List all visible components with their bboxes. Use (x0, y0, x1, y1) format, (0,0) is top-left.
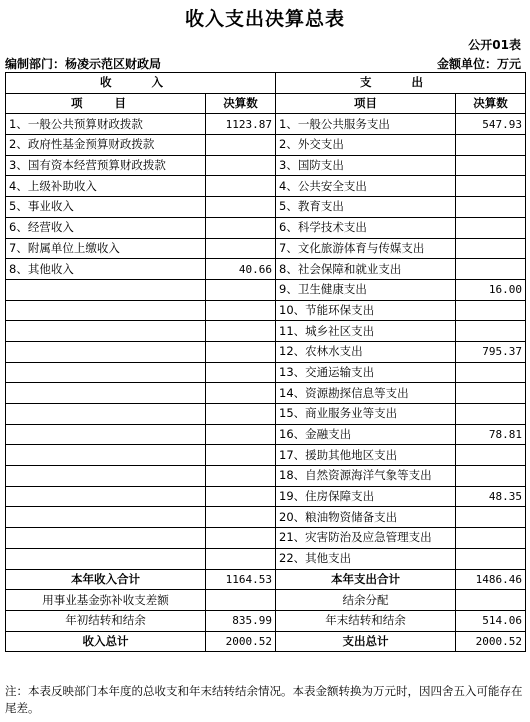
income-item-cell (6, 548, 206, 569)
expense-item-cell: 1、一般公共服务支出 (276, 114, 456, 135)
income-expense-table (5, 72, 526, 652)
income-item-cell (6, 279, 206, 300)
expense-amount-cell: 78.81 (456, 424, 526, 445)
expense-amount-cell (456, 445, 526, 466)
income-item-cell (6, 404, 206, 425)
table-row (6, 197, 526, 218)
expense-item-cell: 4、公共安全支出 (276, 176, 456, 197)
expense-amount-cell: 795.37 (456, 341, 526, 362)
summary-expense-label: 支出总计 (276, 631, 456, 652)
section-header-row (6, 73, 526, 94)
income-item-cell (6, 528, 206, 549)
income-amount-cell (206, 197, 276, 218)
table-row (6, 321, 526, 342)
table-row (6, 259, 526, 280)
income-item-cell (6, 300, 206, 321)
summary-row (6, 590, 526, 611)
income-amount-cell (206, 486, 276, 507)
summary-row (6, 569, 526, 590)
income-amount-cell (206, 176, 276, 197)
income-amount-cell (206, 300, 276, 321)
income-amount-cell (206, 445, 276, 466)
expense-item-cell: 19、住房保障支出 (276, 486, 456, 507)
income-item-cell: 7、附属单位上缴收入 (6, 238, 206, 259)
table-row (6, 341, 526, 362)
expense-item-cell: 3、国防支出 (276, 155, 456, 176)
expense-item-cell: 16、金融支出 (276, 424, 456, 445)
income-amount-cell: 1123.87 (206, 114, 276, 135)
expense-amount-cell (456, 362, 526, 383)
income-amount-cell (206, 135, 276, 156)
table-row (6, 404, 526, 425)
expense-amount-cell (456, 155, 526, 176)
department-label: 编制部门：杨凌示范区财政局 (5, 57, 162, 71)
income-amount-cell (206, 548, 276, 569)
income-amount-cell (206, 217, 276, 238)
table-row (6, 238, 526, 259)
income-item-cell: 8、其他收入 (6, 259, 206, 280)
expense-item-cell: 8、社会保障和就业支出 (276, 259, 456, 280)
footnote: 注：本表反映部门本年度的总收支和年末结转结余情况。本表金额转换为万元时，因四舍五入可能存在尾差。 (5, 684, 523, 715)
expense-amount-cell (456, 404, 526, 425)
income-item-cell: 3、国有资本经营预算财政拨款 (6, 155, 206, 176)
table-row (6, 135, 526, 156)
income-item-cell (6, 507, 206, 528)
income-item-cell: 5、事业收入 (6, 197, 206, 218)
expense-item-cell: 17、援助其他地区支出 (276, 445, 456, 466)
form-code: 公开01表 (468, 38, 521, 52)
income-item-cell (6, 341, 206, 362)
income-amount-cell (206, 528, 276, 549)
summary-expense-amount: 1486.46 (456, 569, 526, 590)
table-row (6, 155, 526, 176)
expense-item-cell: 10、节能环保支出 (276, 300, 456, 321)
report-title: 收入支出决算总表 (184, 8, 345, 30)
table-row (6, 279, 526, 300)
table-row (6, 466, 526, 487)
expense-item-cell: 20、粮油物资储备支出 (276, 507, 456, 528)
expense-header: 支 出 (276, 73, 526, 94)
income-amount-cell: 40.66 (206, 259, 276, 280)
income-item-cell (6, 383, 206, 404)
expense-amount-cell (456, 507, 526, 528)
expense-amount-cell: 48.35 (456, 486, 526, 507)
expense-amount-cell: 16.00 (456, 279, 526, 300)
income-amount-cell (206, 466, 276, 487)
income-amount-cell (206, 362, 276, 383)
table-row (6, 424, 526, 445)
income-item-cell (6, 445, 206, 466)
expense-item-cell: 21、灾害防治及应急管理支出 (276, 528, 456, 549)
expense-item-cell: 13、交通运输支出 (276, 362, 456, 383)
expense-item-cell: 11、城乡社区支出 (276, 321, 456, 342)
income-amount-header: 决算数 (206, 93, 276, 114)
summary-expense-label: 年末结转和结余 (276, 610, 456, 631)
expense-amount-cell (456, 238, 526, 259)
table-row (6, 486, 526, 507)
summary-income-amount: 835.99 (206, 610, 276, 631)
income-header: 收 入 (6, 73, 276, 94)
table-row (6, 362, 526, 383)
expense-amount-cell (456, 217, 526, 238)
income-amount-cell (206, 341, 276, 362)
expense-item-cell: 9、卫生健康支出 (276, 279, 456, 300)
expense-item-cell: 14、资源勘探信息等支出 (276, 383, 456, 404)
table-row (6, 176, 526, 197)
table-row (6, 217, 526, 238)
summary-expense-label: 本年支出合计 (276, 569, 456, 590)
table-row (6, 507, 526, 528)
summary-income-label: 本年收入合计 (6, 569, 206, 590)
expense-amount-cell (456, 466, 526, 487)
expense-item-cell: 7、文化旅游体育与传媒支出 (276, 238, 456, 259)
income-item-cell (6, 486, 206, 507)
expense-amount-cell (456, 176, 526, 197)
column-header-row (6, 93, 526, 114)
expense-amount-cell (456, 321, 526, 342)
summary-income-label: 用事业基金弥补收支差额 (6, 590, 206, 611)
income-item-cell (6, 466, 206, 487)
expense-amount-cell (456, 383, 526, 404)
income-amount-cell (206, 238, 276, 259)
income-amount-cell (206, 279, 276, 300)
summary-row (6, 610, 526, 631)
expense-amount-cell (456, 548, 526, 569)
summary-expense-amount (456, 590, 526, 611)
table-row (6, 528, 526, 549)
summary-row (6, 631, 526, 652)
income-item-cell: 6、经营收入 (6, 217, 206, 238)
expense-item-header: 项目 (276, 93, 456, 114)
income-item-cell: 1、一般公共预算财政拨款 (6, 114, 206, 135)
expense-amount-cell: 547.93 (456, 114, 526, 135)
expense-amount-cell (456, 300, 526, 321)
summary-income-amount: 1164.53 (206, 569, 276, 590)
expense-amount-cell (456, 135, 526, 156)
summary-income-amount: 2000.52 (206, 631, 276, 652)
expense-item-cell: 18、自然资源海洋气象等支出 (276, 466, 456, 487)
expense-item-cell: 5、教育支出 (276, 197, 456, 218)
expense-item-cell: 22、其他支出 (276, 548, 456, 569)
expense-amount-cell (456, 259, 526, 280)
table-row (6, 114, 526, 135)
table-row (6, 300, 526, 321)
expense-item-cell: 6、科学技术支出 (276, 217, 456, 238)
income-item-cell (6, 321, 206, 342)
income-item-header: 项 目 (6, 93, 206, 114)
expense-item-cell: 12、农林水支出 (276, 341, 456, 362)
summary-income-label: 收入总计 (6, 631, 206, 652)
income-item-cell (6, 362, 206, 383)
unit-label: 金额单位：万元 (436, 57, 521, 71)
income-amount-cell (206, 424, 276, 445)
table-row (6, 548, 526, 569)
table-row (6, 383, 526, 404)
expense-item-cell: 15、商业服务业等支出 (276, 404, 456, 425)
income-amount-cell (206, 404, 276, 425)
income-item-cell: 2、政府性基金预算财政拨款 (6, 135, 206, 156)
income-amount-cell (206, 155, 276, 176)
expense-amount-cell (456, 197, 526, 218)
income-amount-cell (206, 321, 276, 342)
income-amount-cell (206, 507, 276, 528)
expense-amount-header: 决算数 (456, 93, 526, 114)
table-row (6, 445, 526, 466)
summary-expense-amount: 2000.52 (456, 631, 526, 652)
expense-item-cell: 2、外交支出 (276, 135, 456, 156)
income-item-cell (6, 424, 206, 445)
income-item-cell: 4、上级补助收入 (6, 176, 206, 197)
summary-expense-label: 结余分配 (276, 590, 456, 611)
summary-expense-amount: 514.06 (456, 610, 526, 631)
summary-income-label: 年初结转和结余 (6, 610, 206, 631)
income-amount-cell (206, 383, 276, 404)
expense-amount-cell (456, 528, 526, 549)
summary-income-amount (206, 590, 276, 611)
